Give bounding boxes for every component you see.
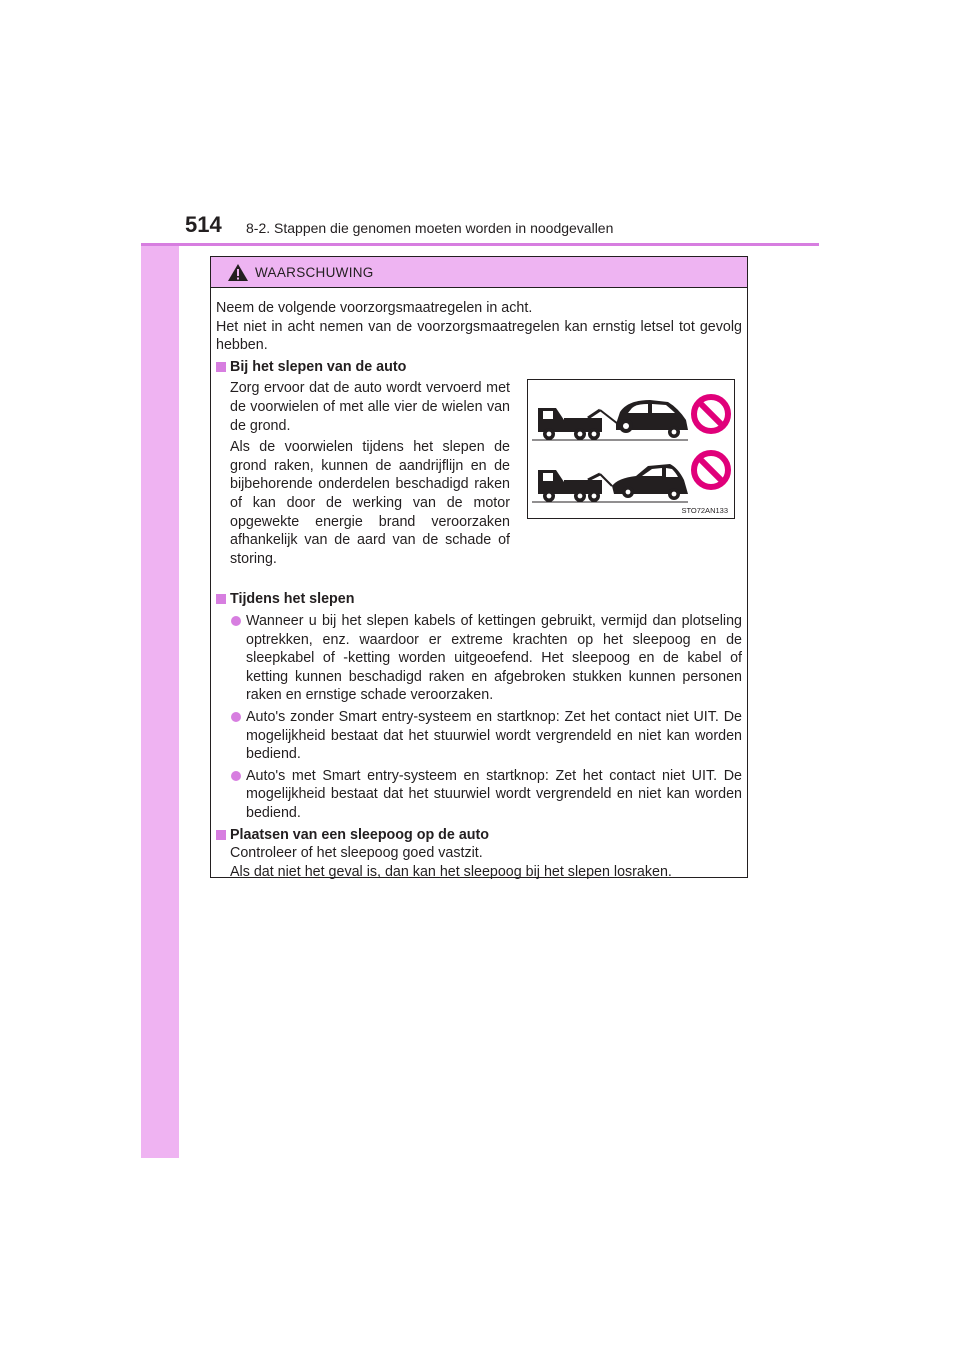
figure-code: STO72AN133 [681, 505, 728, 515]
square-bullet-icon [216, 830, 226, 840]
subheading-tow-eye: Plaatsen van een sleepoog op de auto [216, 826, 742, 845]
chapter-sidebar-tab [141, 196, 179, 1158]
intro-line: Neem de volgende voorzorgsmaatregelen in acht. [216, 300, 533, 316]
towing-block [216, 379, 742, 587]
text-line: Als dat niet het geval is, dan kan het sleepoog bij het slepen losraken. [230, 863, 672, 880]
header-rule [141, 243, 819, 246]
list-item: Auto's zonder Smart entry-systeem en startknop: Zet het contact niet UIT. De mogelijkheid bestaat dat het stuurwiel wordt vergrendeld en niet kan worden bediend. [216, 708, 742, 764]
tow-truck-rear-wheel-lift-icon [532, 400, 688, 440]
towing-illustration-graphic [528, 380, 734, 518]
tow-truck-front-wheel-lift-icon [532, 464, 688, 502]
prohibition-icon [694, 453, 728, 487]
intro-line: Het niet in acht nemen van de voorzorgsmaatregelen kan ernstig letsel tot gevolg hebben. [216, 318, 742, 354]
warning-box [210, 256, 748, 878]
paragraph: Als de voorwielen tijdens het slepen de grond raken, kunnen de aandrijflijn en de bijbehorende onderdelen beschadigd raken of kan door de werking van de motor opgewekte energie brand veroorzaken afhankelijk van de aard van de schade of storing. [230, 439, 510, 567]
round-bullet-icon [231, 712, 241, 722]
square-bullet-icon [216, 594, 226, 604]
warning-content [216, 299, 742, 881]
towing-illustration [527, 379, 735, 519]
warning-label: WAARSCHUWING [255, 265, 374, 280]
section-title: 8-2. Stappen die genomen moeten worden in noodgevallen [246, 220, 614, 236]
warning-triangle-icon [227, 263, 249, 282]
prohibition-icon [694, 397, 728, 431]
page-number: 514 [185, 212, 222, 237]
round-bullet-icon [231, 616, 241, 626]
warning-header [211, 257, 747, 288]
text-line: Controleer of het sleepoog goed vastzit. [230, 845, 483, 862]
square-bullet-icon [216, 362, 226, 372]
subheading-towing: Bij het slepen van de auto [216, 358, 742, 377]
subheading-during-towing: Tijdens het slepen [216, 590, 742, 609]
list-item: Wanneer u bij het slepen kabels of kettingen gebruikt, vermijd dan plotseling optrekken, enz. waardoor er extreme krachten op het sleepoog en de sleepkabel of -ketting worden uitgeoefend. Het sleepoog en de kabel of ketting kunnen beschadigd raken en afgebroken stukken kunnen personen raken en ernstige schade veroorzaken. [216, 612, 742, 705]
list-item: Auto's met Smart entry-systeem en startknop: Zet het contact niet UIT. De mogelijkheid bestaat dat het stuurwiel wordt vergrendeld en niet kan worden bediend. [216, 767, 742, 823]
paragraph: Zorg ervoor dat de auto wordt vervoerd met de voorwielen of met alle vier de wielen van de grond. [230, 380, 510, 434]
round-bullet-icon [231, 771, 241, 781]
towing-text [230, 379, 510, 568]
